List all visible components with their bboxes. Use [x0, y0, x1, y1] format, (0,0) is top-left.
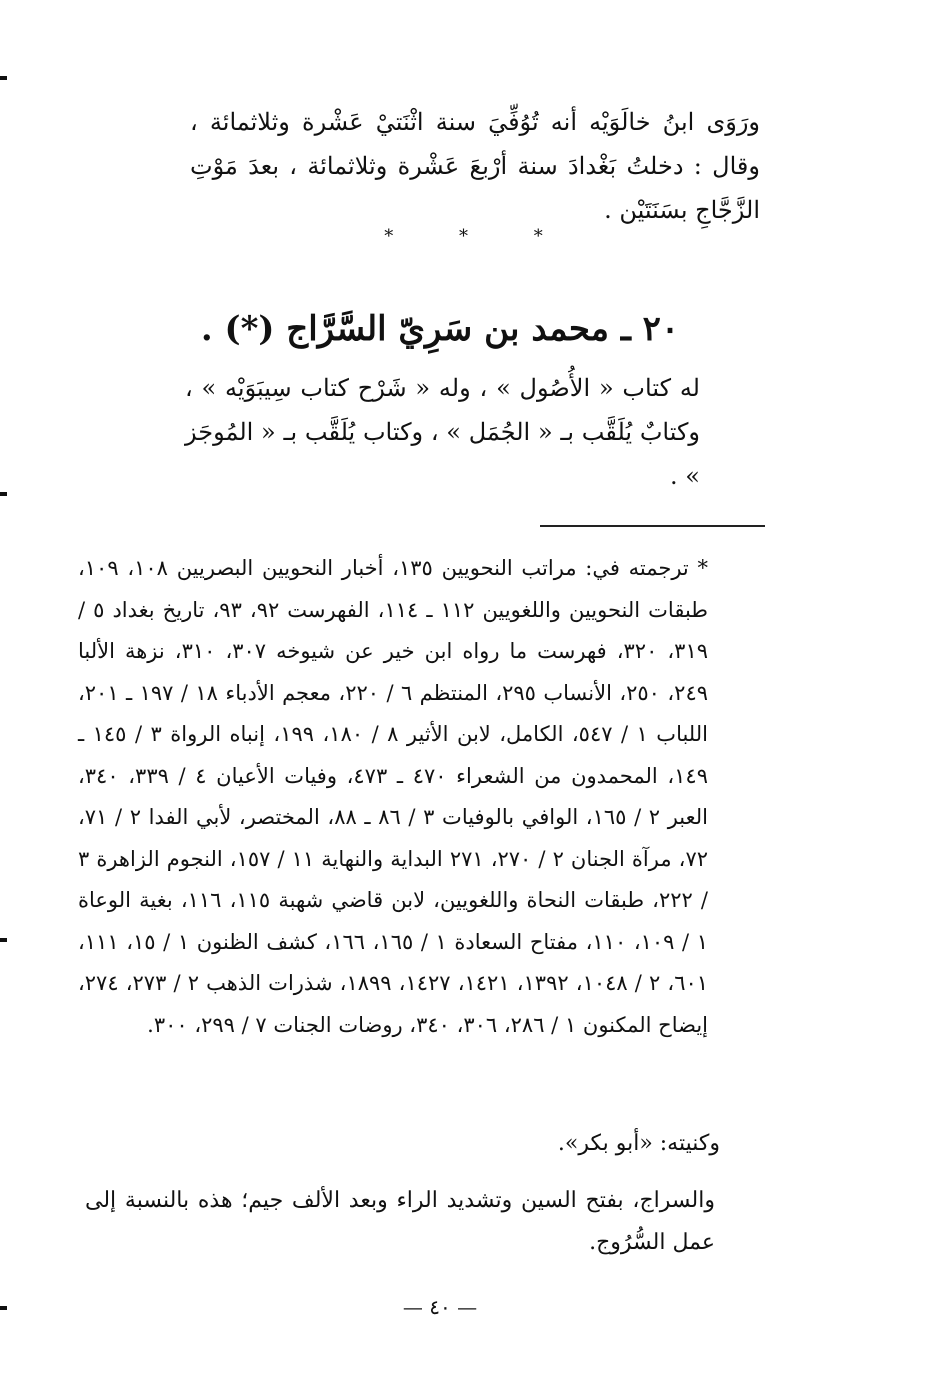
footnote-separator	[540, 525, 765, 527]
margin-mark	[0, 492, 7, 496]
kunya-line: وكنيته: «أبو بكر».	[557, 1131, 720, 1156]
footnote: * ترجمته في: مراتب النحويين ١٣٥، أخبار النحويين البصريين ١٠٨، ١٠٩، طبقات النحويين واللغويين ١١٢ ـ ١١٤، الفهرست ٩٢، ٩٣، تاريخ بغداد ٥ / ٣١٩، ٣٢٠، فهرست ما رواه ابن خير عن شيوخه ٣٠٧، ٣١٠، نزهة الألبا ٢٤٩، ٢٥٠، الأنساب ٢٩٥، المنتظم ٦ / ٢٢٠، معجم الأدباء ١٨ / ١٩٧ ـ ٢٠١، اللباب ١ / ٥٤٧، الكامل، لابن الأثير ٨ / ١٨٠، ١٩٩، إنباه الرواة ٣ / ١٤٥ ـ ١٤٩، المحمدون من الشعراء ٤٧٠ ـ ٤٧٣، وفيات الأعيان ٤ / ٣٣٩، ٣٤٠، العبر ٢ / ١٦٥، الوافي بالوفيات ٣ / ٨٦ ـ ٨٨، المختصر، لأبي الفدا ٢ / ٧١، ٧٢، مرآة الجنان ٢ / ٢٧٠، ٢٧١ البداية والنهاية ١١ / ١٥٧، النجوم الزاهرة ٣ / ٢٢٢، طبقات النحاة واللغويين، لابن قاضي شهبة ١١٥، ١١٦، بغية الوعاة ١ / ١٠٩، ١١٠، مفتاح السعادة ١ / ١٦٥، ١٦٦، كشف الظنون ١ / ١٥، ١١١، ٦٠١، ٢ / ١٠٤٨، ١٣٩٢، ١٤٢١، ١٤٢٧، ١٨٩٩، شذرات الذهب ٢ / ٢٧٣، ٢٧٤، إيضاح المكنون ١ / ٢٨٦، ٣٠٦، ٣٤٠، روضات الجنات ٧ / ٢٩٩، ٣٠٠.	[78, 556, 709, 1037]
intro-paragraph: ورَوَى ابنُ خالَوَيْه أنه تُوُفِّيَ سنة اثْنَتيْ عَشْرة وثلاثمائة ، وقال : دخلتُ بَغْدادَ سنة أرْبعَ عَشْرة وثلاثمائة ، بعدَ مَوْتِ الزَّجَّاجِ بسَنَتَيْن .	[190, 108, 760, 224]
nisba-paragraph: والسراج، بفتح السين وتشديد الراء وبعد الألف جيم؛ هذه بالنسبة إلى عمل السُّرُوج.	[85, 1188, 715, 1255]
star: *	[533, 226, 543, 247]
star: *	[384, 226, 394, 247]
margin-mark	[0, 1306, 7, 1310]
entry-paragraph: له كتاب « الأُصُول » ، وله « شَرْح كتاب سِيبَوَيْه » ، وكتابٌ يُلَقَّب بـ « الجُمَل » ، وكتاب يُلَقَّب بـ « المُوجَز » .	[185, 374, 700, 490]
margin-mark	[0, 938, 7, 942]
page-number: — ٤٠ —	[402, 1295, 478, 1319]
star: *	[459, 226, 468, 247]
separator-stars	[0, 226, 927, 247]
margin-mark	[0, 76, 7, 80]
entry-heading: ٢٠ ـ محمد بن سَرِيّ السَّرَّاج (*) .	[200, 309, 680, 349]
